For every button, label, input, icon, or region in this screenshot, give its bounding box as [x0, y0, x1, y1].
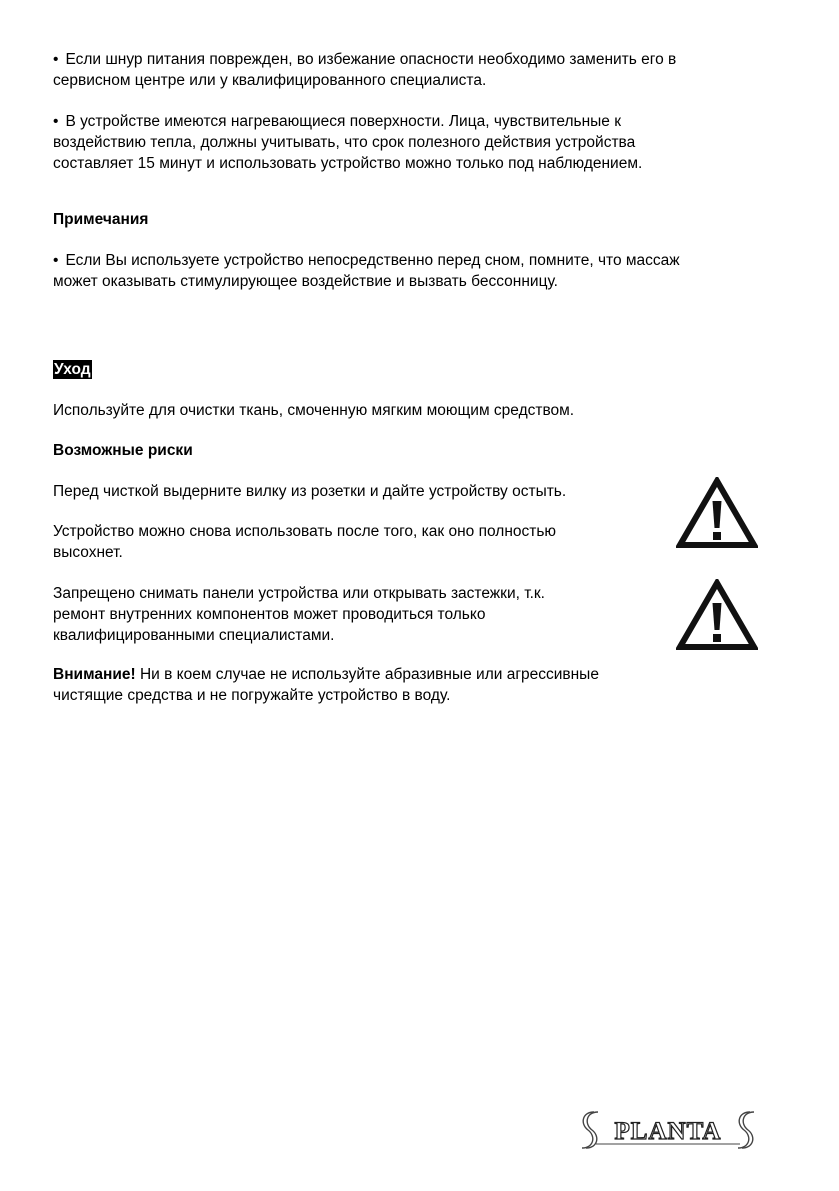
risks-paragraph-panels	[53, 583, 545, 646]
risks-p3-line-3: квалифицированными специалистами.	[53, 627, 335, 644]
risks-heading: Возможные риски	[53, 442, 193, 459]
safety-bullet-power-cord	[53, 49, 676, 91]
safety-bullet-heating	[53, 111, 642, 174]
care-text-line: Используйте для очистки ткань, смоченную мягким моющим средством.	[53, 402, 575, 419]
attention-text-1: Ни в коем случае не используйте абразивные или агрессивные	[135, 666, 599, 683]
care-text	[53, 400, 574, 421]
safety-bullet-2-line-2: воздействию тепла, должны учитывать, что срок полезного действия устройства	[53, 134, 636, 151]
risks-p3-line-1: Запрещено снимать панели устройства или открывать застежки, т.к.	[53, 585, 545, 602]
safety-bullet-1-line-1: • Если шнур питания поврежден, во избежание опасности необходимо заменить его в	[53, 49, 676, 70]
warning-triangle-icon	[676, 579, 758, 651]
warning-triangle-icon	[676, 477, 758, 549]
planta-logo-text: PLANTA	[614, 1118, 722, 1145]
risks-p2-line-1: Устройство можно снова использовать после того, как оно полностью	[53, 523, 557, 540]
risks-p1-line: Перед чисткой выдерните вилку из розетки и дайте устройству остыть.	[53, 483, 567, 500]
risks-p2-line-2: высохнет.	[53, 544, 123, 561]
risks-p3-line-2: ремонт внутренних компонентов может проводиться только	[53, 606, 486, 623]
risks-attention	[53, 664, 599, 706]
safety-bullet-1-line-2: сервисном центре или у квалифицированного специалиста.	[53, 72, 487, 89]
notes-bullet-1-line-1: • Если Вы используете устройство непосредственно перед сном, помните, что массаж	[53, 250, 680, 271]
care-heading: Уход	[54, 361, 91, 378]
safety-bullet-2-line-1: • В устройстве имеются нагревающиеся поверхности. Лица, чувствительные к	[53, 111, 642, 132]
safety-bullet-2-line-3: составляет 15 минут и использовать устройство можно только под наблюдением.	[53, 155, 643, 172]
notes-bullet-1-line-2: может оказывать стимулирующее воздействие и вызвать бессонницу.	[53, 273, 558, 290]
notes-heading: Примечания	[53, 211, 149, 228]
attention-label: Внимание!	[53, 666, 136, 683]
planta-logo	[578, 1108, 758, 1152]
risks-attention-line-1	[53, 664, 599, 685]
risks-attention-line-2: чистящие средства и не погружайте устройство в воду.	[53, 687, 451, 704]
risks-paragraph-unplug	[53, 481, 566, 502]
risks-paragraph-dry	[53, 521, 556, 563]
notes-bullet-sleep	[53, 250, 680, 292]
